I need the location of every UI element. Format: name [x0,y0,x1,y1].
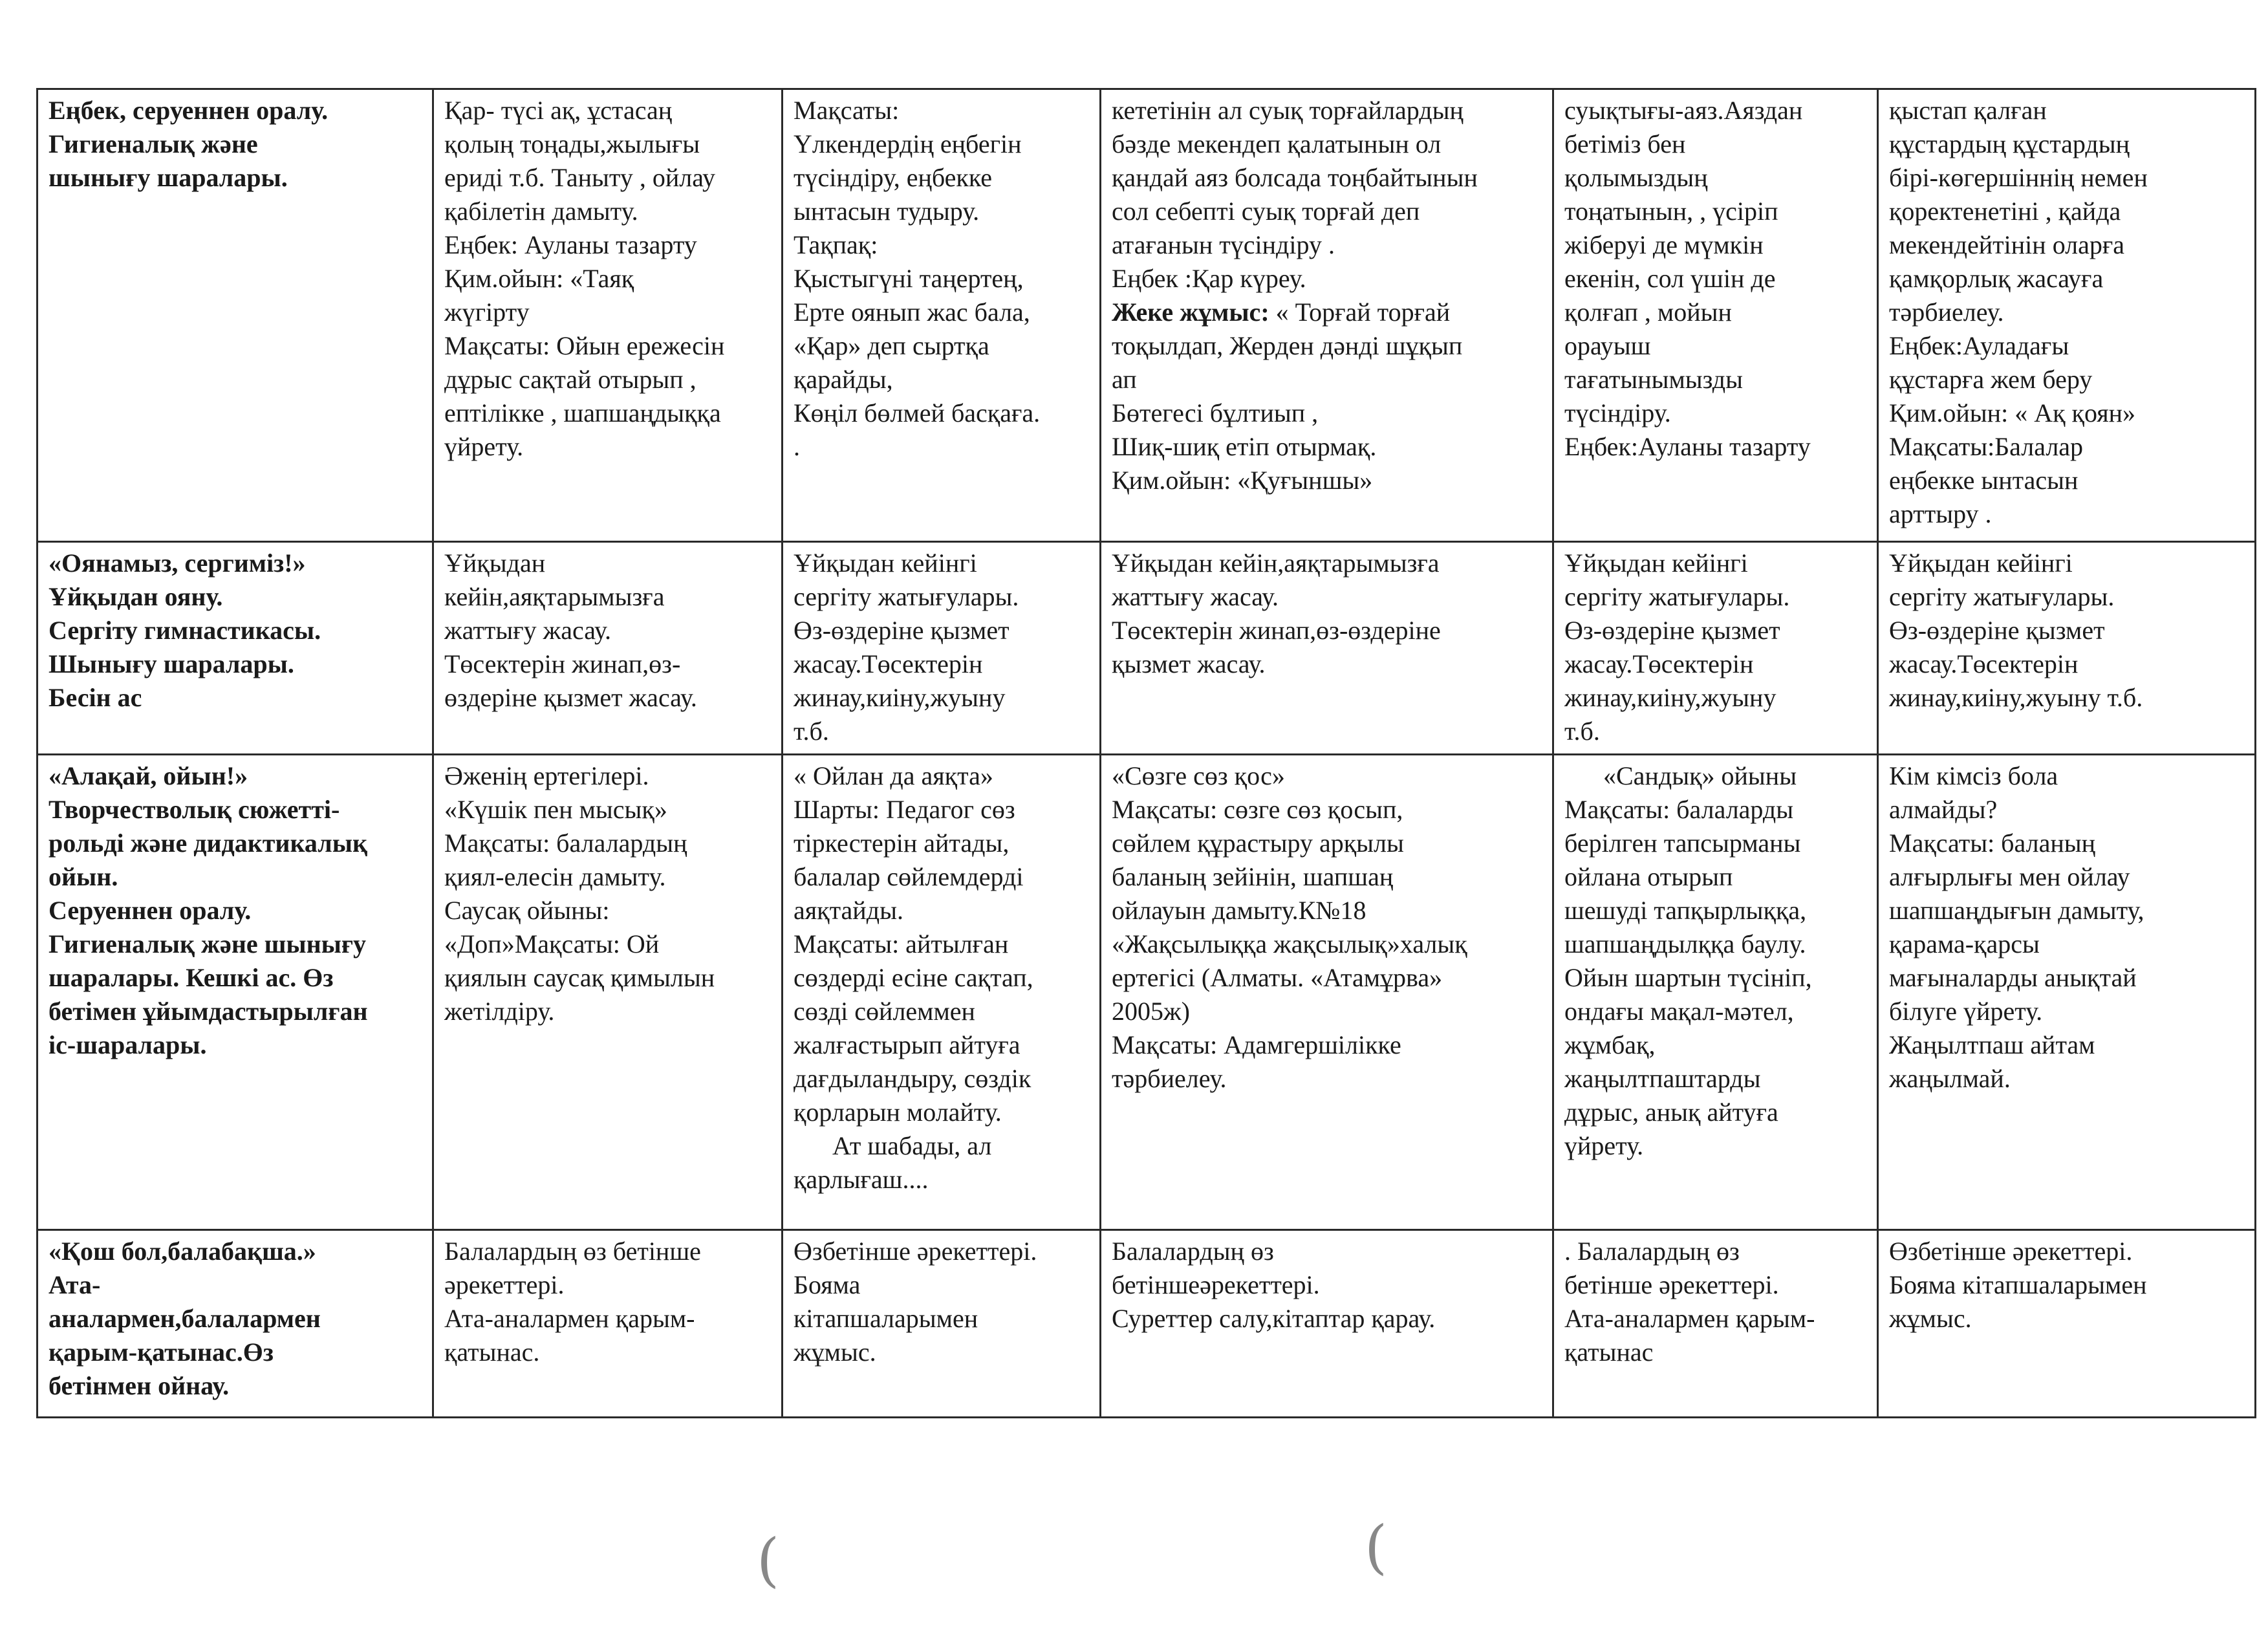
cell-line: Балалардың өз [1112,1237,1274,1266]
cell-line: жаңылтпаштарды [1564,1064,1761,1093]
cell-line: үйрету. [444,432,524,461]
cell-line: « Ойлан да аяқта» [794,761,993,790]
row-head [38,1230,433,1418]
cell-line: Мақсаты: Адамгершілікке [1112,1030,1401,1059]
cell-line: Ұйқыдан кейін,аяқтарымызға [1112,548,1440,578]
cell-line: Мақсаты: айтылған [794,929,1009,958]
head-line: рольді және дидактикалық [49,828,367,858]
table-cell [1878,89,2256,542]
cell-line: Ұйқыдан кейінгі [1889,548,2073,578]
cell-line: жаттығу жасау. [1112,582,1279,611]
table-cell [783,542,1101,755]
cell-line: Әженің ертегілері. [444,761,649,790]
cell-line: сергіту жатығулары. [1889,582,2115,611]
cell-line: кейін,аяқтарымызға [444,582,665,611]
cell-line: «Қар» деп сыртқа [794,331,989,360]
cell-line: кітапшаларымен [794,1304,978,1333]
cell-line: Қыстыгүні таңертең, [794,264,1024,293]
cell-line: Еңбек:Ауладағы [1889,331,2069,360]
cell-line: дұрыс сақтай отырып , [444,365,697,394]
cell-line: қабілетін дамыту. [444,197,638,226]
cell-line: әрекеттері. [444,1270,565,1299]
cell-line: құстардың құстардың [1889,129,2130,158]
cell-line: кететінін ал суық торғайлардың [1112,96,1463,125]
cell-line: ынтасын тудыру. [794,197,980,226]
cell-line: Тақпақ: [794,230,878,259]
cell-line: түсіндіру, еңбекке [794,163,993,192]
scan-mark: ( [1365,1513,1388,1581]
cell-line: Еңбек:Ауланы тазарту [1564,432,1811,461]
head-line: «Алақай, ойын!» [49,761,248,790]
head-line: Шынығу шаралары. [49,649,294,678]
cell-line: бетіншеәрекеттері. [1112,1270,1320,1299]
cell-line: қиял-елесін дамыту. [444,862,666,891]
cell-line: жасау.Төсектерін [1889,649,2079,678]
cell-line: ойлана отырып [1564,862,1733,891]
head-line: іс-шаралары. [49,1030,207,1059]
cell-line: . [794,432,800,461]
head-line: Серуеннен оралу. [49,896,252,925]
head-line: ойын. [49,862,118,891]
cell-line: тоқылдап, Жерден дәнді шұқып [1112,331,1463,360]
cell-line: Өз-өздеріне қызмет [794,616,1010,645]
cell-line: жалғастырып айтуға [794,1030,1021,1059]
cell-line: қандай аяз болсада тоңбайтынын [1112,163,1478,192]
cell-line: «Жақсылыққа жақсылық»халық [1112,929,1467,958]
cell-line: Өзбетінше әрекеттері. [794,1237,1037,1266]
head-line: «Оянамыз, сергиміз!» [49,548,306,578]
cell-line: жинау,киіну,жуыну т.б. [1889,683,2143,712]
cell-line: Төсектерін жинап,өз-өздеріне [1112,616,1441,645]
cell-line: қорларын молайту. [794,1098,1002,1127]
table-cell [1878,542,2256,755]
cell-line: Суреттер салу,кітаптар қарау. [1112,1304,1436,1333]
cell-line: 2005ж) [1112,997,1190,1026]
cell-line: Балалардың өз бетінше [444,1237,701,1266]
cell-line: сөзді сөйлеммен [794,997,975,1026]
cell-line: қарама-қарсы [1889,929,2040,958]
head-line: қарым-қатынас.Өз [49,1337,274,1367]
cell-line: қиялын саусақ қимылын [444,963,715,992]
cell-line: ептілікке , шапшаңдыққа [444,398,721,428]
cell-line: Ата-аналармен қарым- [1564,1304,1815,1333]
cell-line [1112,296,1543,329]
head-line: Сергіту гимнастикасы. [49,616,321,645]
cell-line: жинау,киіну,жуыну [794,683,1006,712]
cell-line: жетілдіру. [444,997,555,1026]
cell-line: ертегісі (Алматы. «Атамұрва» [1112,963,1443,992]
table-cell [433,542,783,755]
row-head [38,755,433,1230]
head-line: Гигиеналық және [49,129,258,158]
cell-line: қолғап , мойын [1564,298,1732,327]
cell-line: Ұйқыдан [444,548,546,578]
cell-line: жұмыс. [794,1337,876,1367]
cell-line: Мақсаты: балаларды [1564,795,1794,824]
head-line: шаралары. Кешкі ас. Өз [49,963,334,992]
cell-line: Мақсаты: сөзге сөз қосып, [1112,795,1403,824]
cell-line: балалар сөйлемдерді [794,862,1024,891]
cell-line: жіберуі де мүмкін [1564,230,1764,259]
table-row [38,89,2256,542]
cell-line: сергіту жатығулары. [794,582,1019,611]
cell-line: Ерте оянып жас бала, [794,298,1030,327]
cell-line: қарлығаш.... [794,1165,929,1194]
cell-line: Мақсаты: балалардың [444,828,687,858]
table-cell [1101,89,1553,542]
head-line: аналармен,балалармен [49,1304,321,1333]
cell-line: Қим.ойын: «Таяқ [444,264,634,293]
cell-line: «Доп»Мақсаты: Ой [444,929,660,958]
cell-line: шапшаңдылққа баулу. [1564,929,1806,958]
cell-line: бетінше әрекеттері. [1564,1270,1779,1299]
cell-line: қолымыздың [1564,163,1708,192]
cell-line: еңбекке ынтасын [1889,466,2079,495]
cell-line: түсіндіру. [1564,398,1671,428]
table-cell [1101,755,1553,1230]
cell-line: . Балалардың өз [1564,1237,1740,1266]
cell-line: берілген тапсырманы [1564,828,1801,858]
cell-line: Ойын шартын түсініп, [1564,963,1812,992]
cell-line: Төсектерін жинап,өз- [444,649,681,678]
cell-line: Қим.ойын: « Ақ қоян» [1889,398,2135,428]
cell-line: дұрыс, анық айтуға [1564,1098,1778,1127]
cell-line: Ұйқыдан кейінгі [794,548,977,578]
head-line: «Қош бол,балабақша.» [49,1237,316,1266]
cell-line: суықтығы-аяз.Аяздан [1564,96,1803,125]
cell-line: ап [1112,365,1137,394]
cell-line: Ұйқыдан кейінгі [1564,548,1748,578]
table-row [38,542,2256,755]
cell-line: алғырлығы мен ойлау [1889,862,2130,891]
table-cell [1101,1230,1553,1418]
cell-line: қолың тоңады,жылығы [444,129,700,158]
cell-line: қатынас. [444,1337,540,1367]
cell-line: сол себепті суық торғай деп [1112,197,1420,226]
cell-line: Шиқ-шиқ етіп отырмақ. [1112,432,1377,461]
head-line: Еңбек, серуеннен оралу. [49,96,329,125]
cell-line: Мақсаты: баланың [1889,828,2096,858]
table-cell [783,1230,1101,1418]
cell-line: Қим.ойын: «Қуғыншы» [1112,466,1373,495]
cell-line: Жаңылтпаш айтам [1889,1030,2095,1059]
cell-line: екенін, сол үшін де [1564,264,1776,293]
head-line: Ата- [49,1270,101,1299]
table-cell [433,89,783,542]
table-row [38,1230,2256,1418]
cell-line: қоректенетіні , қайда [1889,197,2121,226]
table-cell [783,755,1101,1230]
cell-line: жасау.Төсектерін [1564,649,1754,678]
cell-line: ойлауын дамыту.К№18 [1112,896,1366,925]
cell-line: Өз-өздеріне қызмет [1564,616,1780,645]
cell-line: білуге үйрету. [1889,997,2043,1026]
cell-line: баланың зейінін, шапшаң [1112,862,1394,891]
cell-line: Ата-аналармен қарым- [444,1304,695,1333]
table-cell [1878,1230,2256,1418]
cell-line: Көңіл бөлмей басқаға. [794,398,1041,428]
cell-line: алмайды? [1889,795,1998,824]
cell-line: ондағы мақал-мәтел, [1564,997,1794,1026]
cell-line: тоңатынын, , үсіріп [1564,197,1778,226]
table-row [38,755,2256,1230]
table-cell [1878,755,2256,1230]
cell-line: жұмбақ, [1564,1030,1656,1059]
cell-line: Ат шабады, ал [832,1131,992,1160]
cell-line: тәрбиелеу. [1112,1064,1227,1093]
scan-mark: ( [757,1526,780,1594]
cell-line: орауыш [1564,331,1651,360]
table-cell [433,755,783,1230]
head-line: Ұйқыдан ояну. [49,582,223,611]
row-head [38,542,433,755]
cell-line: «Күшік пен мысық» [444,795,667,824]
schedule-table-wrap [36,88,2254,1418]
cell-line: бетіміз бен [1564,129,1686,158]
cell-line: «Сөзге сөз қос» [1112,761,1285,790]
cell-line: атағанын түсіндіру . [1112,230,1335,259]
table-cell [1553,542,1878,755]
table-cell [1553,89,1878,542]
cell-line: ериді т.б. Таныту , ойлау [444,163,715,192]
cell-line: т.б. [1564,717,1600,746]
cell-line: мағыналарды анықтай [1889,963,2137,992]
cell-line: Мақсаты: Ойын ережесін [444,331,725,360]
cell-line: Саусақ ойыны: [444,896,610,925]
cell-line: Бөтегесі бұлтиып , [1112,398,1319,428]
cell-line: жүгірту [444,298,530,327]
cell-line: Өзбетінше әрекеттері. [1889,1237,2133,1266]
cell-line: сергіту жатығулары. [1564,582,1790,611]
cell-line: дағдыландыру, сөздік [794,1064,1031,1093]
cell-line: Өз-өздеріне қызмет [1889,616,2105,645]
cell-line: жұмыс. [1889,1304,1972,1333]
cell-line: Еңбек: Ауланы тазарту [444,230,697,259]
cell-line: Мақсаты:Балалар [1889,432,2084,461]
table-cell [1101,542,1553,755]
cell-line: мекендейтінін оларға [1889,230,2125,259]
table-cell [783,89,1101,542]
cell-line: қамқорлық жасауға [1889,264,2104,293]
cell-line: Мақсаты: [794,96,900,125]
cell-line: Бояма [794,1270,861,1299]
cell-line: шешуді тапқырлыққа, [1564,896,1807,925]
cell-line: Бояма кітапшаларымен [1889,1270,2147,1299]
cell-line: шапшаңдығын дамыту, [1889,896,2144,925]
cell-line: тіркестерін айтады, [794,828,1010,858]
individual-work-label: Жеке жұмыс: [1112,298,1269,327]
cell-line: үйрету. [1564,1131,1644,1160]
cell-line: құстарға жем беру [1889,365,2093,394]
cell-line: Шарты: Педагог сөз [794,795,1015,824]
cell-text: « Торғай торғай [1269,298,1451,327]
cell-line: Қар- түсі ақ, ұстасаң [444,96,673,125]
cell-line: бәзде мекендеп қалатынын ол [1112,129,1442,158]
head-line: бетімен ұйымдастырылған [49,997,368,1026]
cell-line: қызмет жасау. [1112,649,1266,678]
cell-line: сөздерді есіне сақтап, [794,963,1033,992]
cell-line: Еңбек :Қар күреу. [1112,264,1306,293]
cell-line: жаттығу жасау. [444,616,611,645]
cell-line: т.б. [794,717,829,746]
cell-line: қатынас [1564,1337,1654,1367]
cell-line: жасау.Төсектерін [794,649,983,678]
head-line: Творчестволық сюжетті- [49,795,340,824]
cell-line: тәрбиелеу. [1889,298,2004,327]
cell-line: Үлкендердің еңбегін [794,129,1022,158]
row-head [38,89,433,542]
head-line: Бесін ас [49,683,142,712]
cell-line: жаңылмай. [1889,1064,2011,1093]
cell-line: Кім кімсіз бола [1889,761,2058,790]
cell-line: өздеріне қызмет жасау. [444,683,697,712]
head-line: Гигиеналық және шынығу [49,929,367,958]
cell-line: сөйлем құрастыру арқылы [1112,828,1404,858]
table-cell [1553,1230,1878,1418]
head-line: бетінмен ойнау. [49,1371,230,1400]
cell-line: жинау,киіну,жуыну [1564,683,1777,712]
cell-line: «Сандық» ойыны [1603,761,1797,790]
cell-line: аяқтайды. [794,896,903,925]
head-line: шынығу шаралары. [49,163,288,192]
cell-line: тағатынымызды [1564,365,1743,394]
cell-line: бірі-көгершіннің немен [1889,163,2148,192]
table-cell [433,1230,783,1418]
schedule-table [36,88,2256,1418]
cell-line: арттыру . [1889,499,1992,528]
cell-line: қарайды, [794,365,893,394]
table-cell [1553,755,1878,1230]
cell-line: қыстап қалған [1889,96,2047,125]
